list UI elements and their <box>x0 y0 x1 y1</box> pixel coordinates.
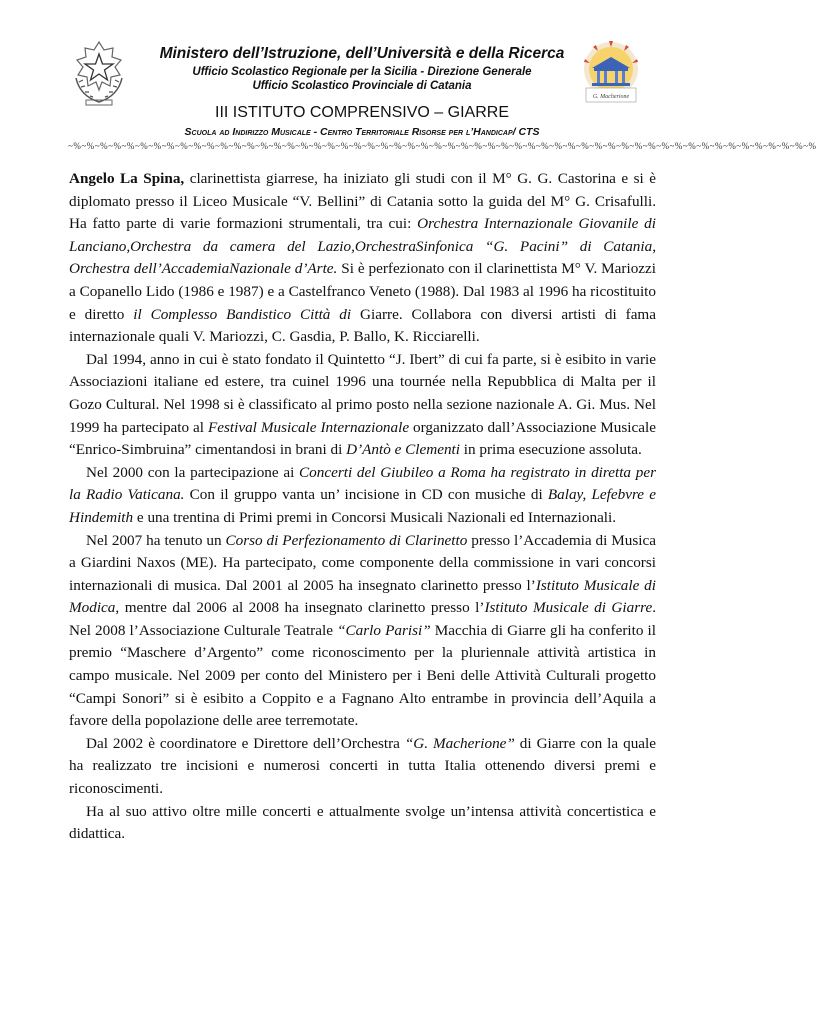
text-run: di Giarre con la quale ha realizzato tre incisioni e numerosi concerti in tutta Italia ottenendo diversi premi e riconoscimenti. <box>69 734 656 798</box>
ministry-title: Ministero dell’Istruzione, dell’Università e della Ricerca <box>159 45 565 62</box>
paragraph-4 <box>69 530 656 733</box>
paragraph-5 <box>69 733 656 801</box>
italic-run: Istituto Musicale di Giarre <box>484 599 653 617</box>
paragraph-6 <box>69 801 656 846</box>
italic-run: Istituto Musicale di Modica <box>69 576 656 617</box>
italic-run: Orchestra dell’AccademiaNazionale d’Arte. <box>69 260 338 278</box>
italic-run: Concerti del Giubileo a Roma ha registrato in diretta per la Radio Vaticana. <box>69 463 656 504</box>
school-music-logo <box>580 38 642 108</box>
text-run: Ha al suo attivo oltre mille concerti e attualmente svolge un’intensa attività concertistica e didattica. <box>69 802 656 843</box>
text-run: Dal 2002 è coordinatore e Direttore dell’Orchestra <box>86 734 405 752</box>
text-run: , <box>652 237 656 255</box>
italic-run: Balay, Lefebvre e Hindemith <box>69 486 656 526</box>
paragraph-3 <box>69 462 656 530</box>
italic-run: Corso di Perfezionamento di Clarinetto <box>225 531 468 549</box>
italic-run: Orchestra Internazionale Giovanile di Lanciano,Orchestra da camera del Lazio,OrchestraSinfonica “G. Pacini” di Catania <box>69 215 656 255</box>
text-run: . Nel 2008 l’Associazione Culturale Teatrale <box>69 599 656 639</box>
text-run: Giarre. Collabora con diversi artisti di fama internazionale quali V. Mariozzi, C. Gasdia, P. Ballo, K. Ricciarelli. <box>69 305 656 346</box>
biography <box>69 168 656 846</box>
text-run: clarinettista giarrese, ha iniziato gli studi con il M° G. G. Castorina e si è diplomato presso il Liceo Musicale “V. Bellini” di Catania sotto la guida del M° G. Crisafulli. Ha fatto parte di varie formazioni strumentali, tra cui: <box>69 170 656 233</box>
school-subtitle <box>60 126 664 138</box>
artist-name: Angelo La Spina, <box>69 170 185 187</box>
subtitle-text: Scuola ad Indirizzo Musicale - Centro Territoriale Risorse per l’Handicap/ CTS <box>184 126 540 138</box>
school-name: III ISTITUTO COMPRENSIVO – GIARRE <box>215 104 509 121</box>
text-run: Con il gruppo vanta un’ incisione in CD con musiche di <box>184 486 548 504</box>
text-run: , mentre dal 2006 al 2008 ha insegnato clarinetto presso l’ <box>115 599 485 617</box>
text-run: in prima esecuzione assoluta. <box>460 441 642 459</box>
regional-office: Ufficio Scolastico Regionale per la Sicilia - Direzione Generale <box>192 66 532 78</box>
text-run: Nel 2000 con la partecipazione ai <box>86 463 300 481</box>
paragraph-1 <box>69 168 656 349</box>
provincial-office: Ufficio Scolastico Provinciale di Catania <box>252 80 472 92</box>
italic-run: D’Antò e Clementi <box>346 441 460 459</box>
italic-run: “G. Macherione” <box>404 734 515 752</box>
italic-run: “Carlo Parisi” <box>337 621 431 639</box>
text-run: e una trentina di Primi premi in Concorsi Musicali Nazionali ed Internazionali. <box>133 508 617 526</box>
paragraph-2 <box>69 349 656 462</box>
text-run: Si è perfezionato con il clarinettista M° V. Mariozzi a Copanello Lido (1986 e 1987) e a Castelfranco Veneto (1988). Dal 1983 al 1996 ha ricostituito e diretto <box>69 260 657 323</box>
decorative-border: ~%~%~%~%~%~%~%~%~%~%~%~%~%~%~%~%~%~%~%~%~%~%~%~%~%~%~%~%~%~%~%~%~%~%~%~%~%~%~%~%~%~%~%~%~%~%~%~%~%~%~%~%~%~%~%~% <box>68 141 817 151</box>
text-run: organizzato dall’Associazione Musicale “Enrico-Simbruina” cimentandosi in brani di <box>69 418 656 459</box>
text-run: Dal 1994, anno in cui è stato fondato il Quintetto “J. Ibert” di cui fa parte, si è esibito in varie Associazioni italiane ed estere, tra cuinel 1996 una tournée nella Repubblica di Malta per il Gozo Cultural. Nel 1998 si è classificato al primo posto nella sezione nazionale A. Gi. Mus. Nel 1999 ha partecipato al <box>69 350 656 436</box>
text-run: presso l’Accademia di Musica a Giardini Naxos (ME). Ha partecipato, come componente della commissione in vari concorsi internazionali di musica. Dal 2001 al 2005 ha insegnato clarinetto presso l’ <box>69 531 656 594</box>
italic-run: il Complesso Bandistico Città di <box>133 305 352 323</box>
text-run: Nel 2007 ha tenuto un <box>86 531 226 549</box>
text-run: Macchia di Giarre gli ha conferito il premio “Maschere d’Argento” come riconoscimento per la pluriennale attività artistica in campo musicale. Nel 2009 per conto del Ministero per i Beni delle Attività Culturali progetto “Campi Sonori” si è esibito a Coppito e a Fagnano Alto entrambe in provincia dell’Aquila a favore della popolazione delle aree terremotate. <box>69 621 656 730</box>
logo-text: G. Macherione <box>592 94 630 100</box>
italic-run: Festival Musicale Internazionale <box>207 418 410 436</box>
